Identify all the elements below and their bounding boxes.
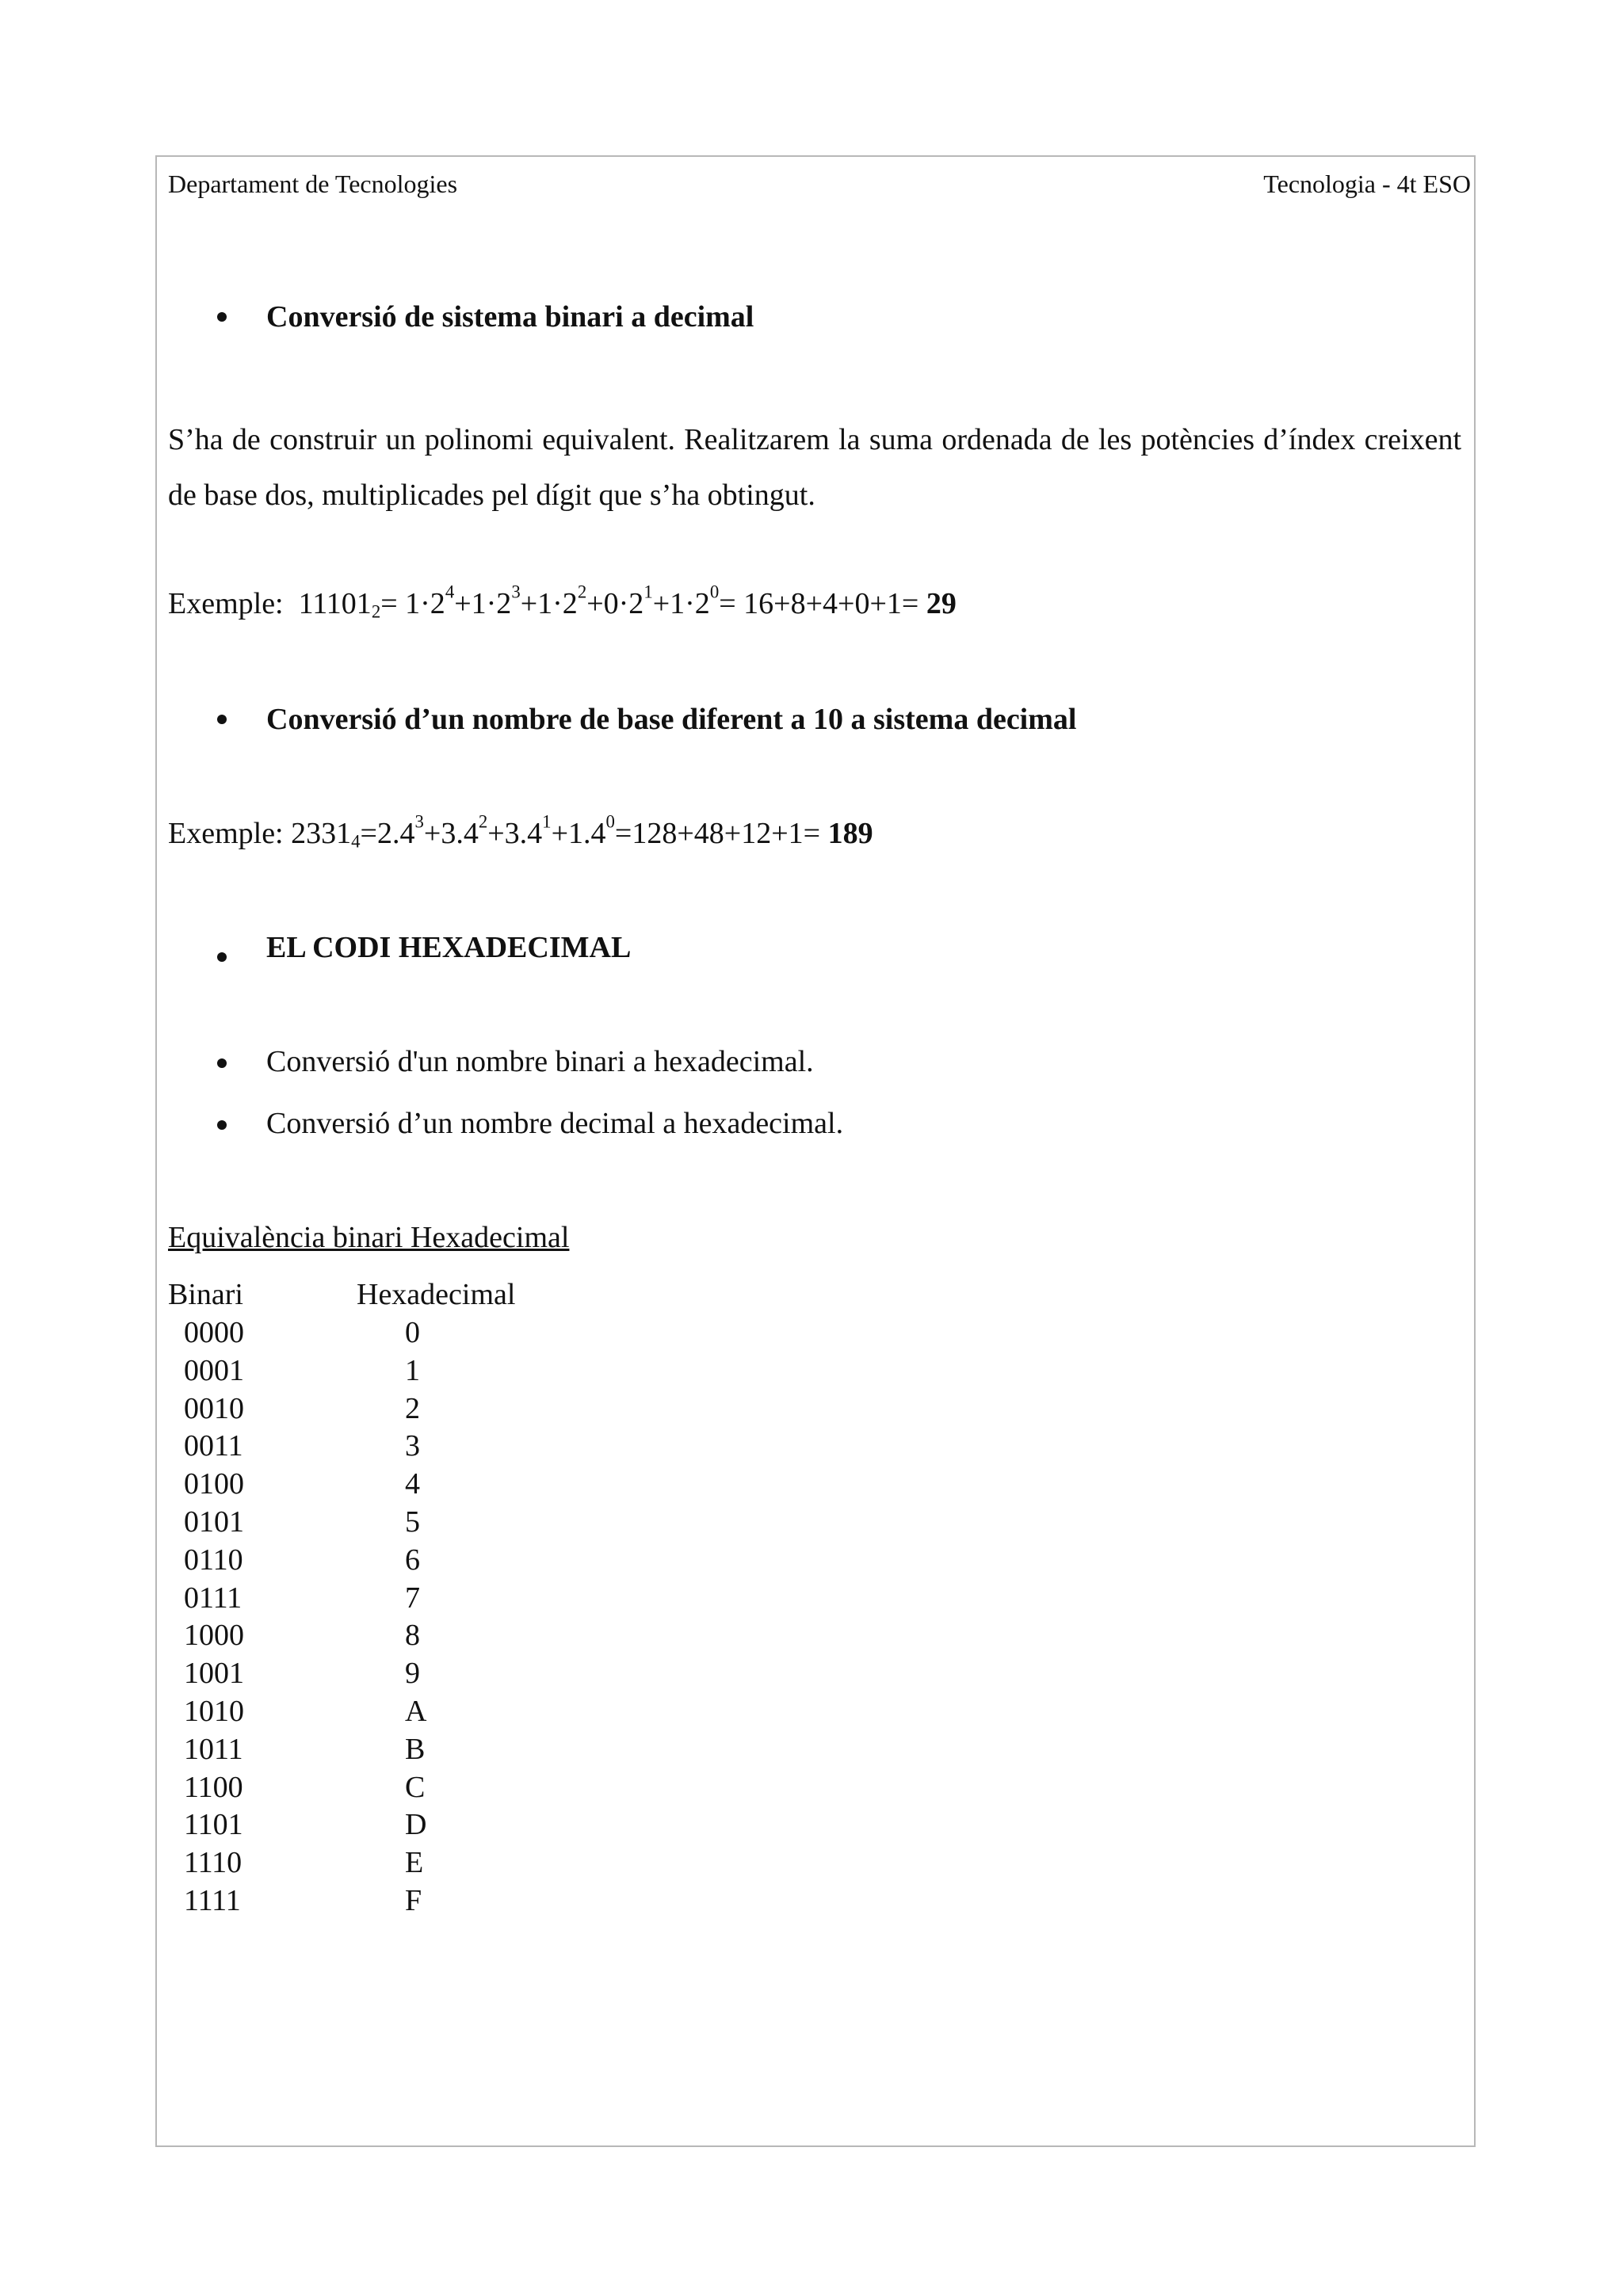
term-coefficient: 1·2 [405, 587, 445, 620]
term-coefficient: 1·2 [670, 587, 710, 620]
table-cell-hex: 5 [405, 1505, 420, 1539]
term-operator: + [652, 587, 670, 620]
example-number: 2331 [291, 817, 352, 850]
term-operator: + [551, 817, 568, 850]
table-cell-binary: 1111 [184, 1884, 241, 1917]
example-eq: = [380, 587, 398, 620]
table-cell-binary: 0110 [184, 1543, 243, 1577]
term-exponent: 0 [709, 582, 720, 602]
table-cell-hex: A [405, 1695, 427, 1728]
table-cell-hex: E [405, 1846, 424, 1879]
example-terms [405, 582, 720, 620]
term-exponent: 3 [511, 582, 521, 602]
table-cell-hex: 0 [405, 1316, 420, 1349]
header-department: Departament de Tecnologies [168, 170, 458, 198]
table-cell-binary: 1000 [184, 1619, 244, 1652]
list-item: Conversió d’un nombre decimal a hexadecimal. [266, 1107, 844, 1140]
term-coefficient: 3.4 [441, 817, 479, 850]
table-cell-hex: B [405, 1733, 426, 1766]
table-cell-binary: 1100 [184, 1771, 243, 1804]
table-cell-hex: 7 [405, 1581, 420, 1615]
table-cell-binary: 0010 [184, 1392, 244, 1425]
example-base4 [168, 811, 873, 852]
column-header-hexadecimal: Hexadecimal [357, 1278, 516, 1311]
table-cell-hex: 3 [405, 1429, 420, 1463]
term-coefficient: 0·2 [603, 587, 644, 620]
table-cell-binary: 1011 [184, 1733, 243, 1766]
table-cell-hex: 9 [405, 1657, 420, 1690]
term-coefficient: 1.4 [568, 817, 606, 850]
table-cell-hex: 4 [405, 1467, 420, 1501]
example-terms [376, 811, 615, 850]
table-cell-hex: D [405, 1808, 427, 1841]
section-heading-base-n-to-decimal: Conversió d’un nombre de base diferent a 10 a sistema decimal [266, 703, 1077, 736]
table-cell-hex: F [405, 1884, 422, 1917]
term-operator: + [454, 587, 472, 620]
term-exponent: 1 [542, 811, 552, 832]
example-binary [168, 582, 957, 622]
table-cell-binary: 1010 [184, 1695, 244, 1728]
example-base: 2 [371, 601, 381, 622]
table-title: Equivalència binari Hexadecimal [168, 1221, 570, 1254]
table-cell-hex: 6 [405, 1543, 420, 1577]
term-operator: + [520, 587, 538, 620]
example-label: Exemple: [168, 817, 284, 850]
table-cell-binary: 0001 [184, 1354, 244, 1387]
bullet-icon [217, 312, 227, 322]
example-base: 4 [351, 831, 361, 852]
term-exponent: 2 [577, 582, 587, 602]
table-cell-binary: 0011 [184, 1429, 243, 1463]
term-coefficient: 1·2 [471, 587, 512, 620]
list-item: Conversió d'un nombre binari a hexadecimal. [266, 1045, 814, 1078]
table-cell-hex: C [405, 1771, 426, 1804]
term-operator: + [586, 587, 604, 620]
term-exponent: 0 [605, 811, 615, 832]
example-label: Exemple: [168, 587, 284, 620]
table-cell-hex: 1 [405, 1354, 420, 1387]
bullet-icon [217, 1058, 227, 1068]
table-cell-hex: 8 [405, 1619, 420, 1652]
bullet-icon [217, 952, 227, 962]
section-paragraph: S’ha de construir un polinomi equivalent. Realitzarem la suma ordenada de les potències d’índex creixent de base dos, multiplicades pel dígit que s’ha obtingut. [168, 423, 1461, 512]
term-operator: + [423, 817, 441, 850]
table-cell-hex: 2 [405, 1392, 420, 1425]
column-header-binary: Binari [168, 1278, 243, 1311]
header-course: Tecnologia - 4t ESO [1263, 170, 1471, 198]
example-result: 189 [827, 817, 873, 850]
term-coefficient: 3.4 [504, 817, 543, 850]
table-cell-binary: 0111 [184, 1581, 242, 1615]
term-operator: + [487, 817, 505, 850]
term-exponent: 3 [414, 811, 424, 832]
table-cell-binary: 0100 [184, 1467, 244, 1501]
term-coefficient: 1·2 [537, 587, 578, 620]
example-number: 11101 [298, 587, 372, 620]
term-exponent: 1 [643, 582, 653, 602]
bullet-icon [217, 1120, 227, 1130]
example-result: 29 [926, 587, 957, 620]
example-sum: = 16+8+4+0+1= [719, 587, 919, 620]
bullet-icon [217, 715, 227, 724]
table-cell-binary: 0101 [184, 1505, 244, 1539]
table-cell-binary: 1001 [184, 1657, 244, 1690]
table-cell-binary: 0000 [184, 1316, 244, 1349]
section-heading-binary-to-decimal: Conversió de sistema binari a decimal [266, 300, 754, 334]
example-sum: =128+48+12+1= [614, 817, 821, 850]
term-coefficient: 2.4 [376, 817, 415, 850]
table-cell-binary: 1101 [184, 1808, 243, 1841]
example-eq: = [360, 817, 377, 850]
term-exponent: 4 [445, 582, 455, 602]
term-exponent: 2 [478, 811, 488, 832]
section-heading-hexadecimal: EL CODI HEXADECIMAL [266, 931, 632, 964]
table-cell-binary: 1110 [184, 1846, 242, 1879]
